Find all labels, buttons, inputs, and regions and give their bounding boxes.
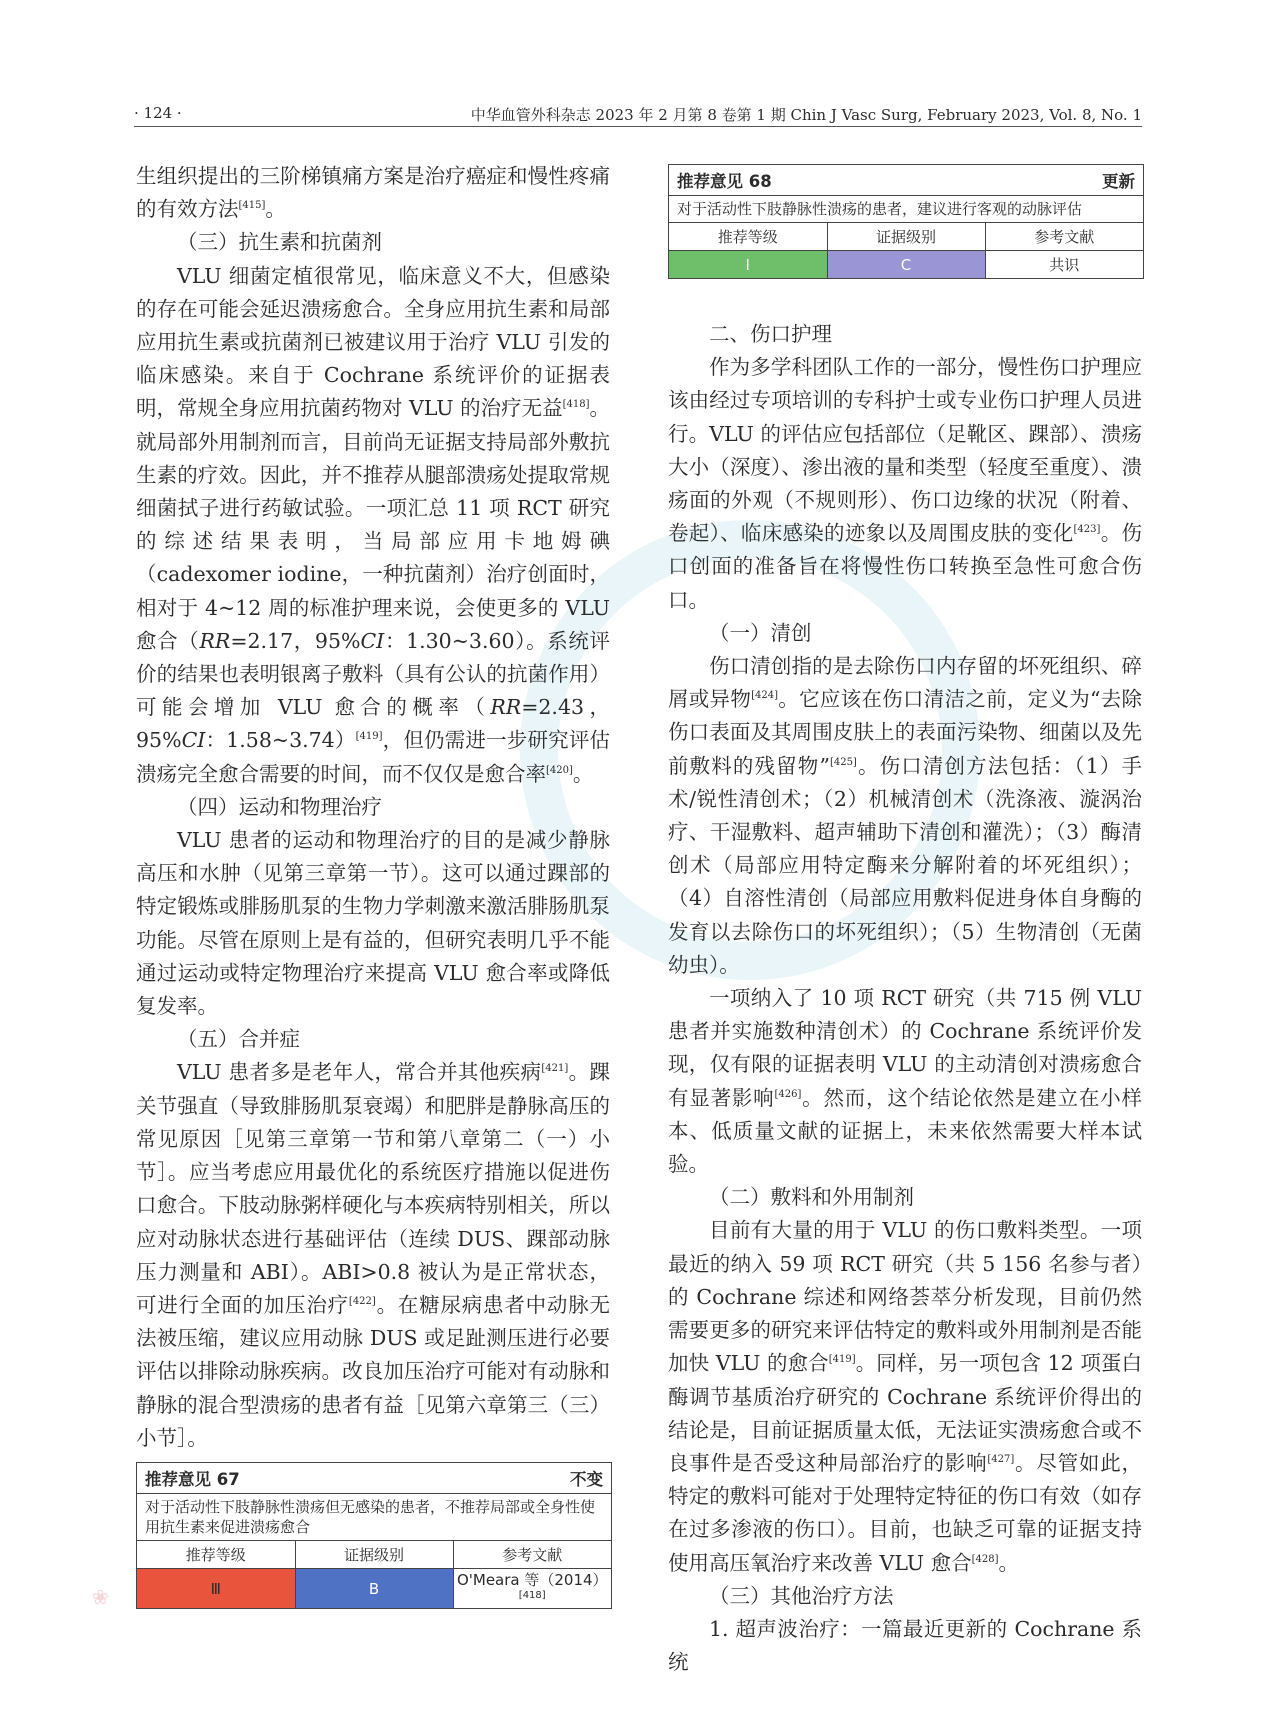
header-reference: 参考文献 xyxy=(985,223,1143,251)
header-level: 证据级别 xyxy=(295,1541,453,1569)
reference-cell: 共识 xyxy=(985,251,1143,279)
rec-table xyxy=(137,1541,611,1608)
header-grade: 推荐等级 xyxy=(137,1541,295,1569)
grade-cell: Ⅲ xyxy=(137,1569,295,1609)
recommendation-68-box xyxy=(668,164,1144,279)
page-header xyxy=(134,104,1142,127)
level-cell: C xyxy=(827,251,985,279)
rec-status: 不变 xyxy=(570,1470,603,1489)
section-heading: （二）敷料和外用制剂 xyxy=(709,1185,914,1210)
page-number: · 124 · xyxy=(134,104,182,122)
rec-description: 对于活动性下肢静脉性溃疡的患者，建议进行客观的动脉评估 xyxy=(669,196,1143,223)
recommendation-67-box xyxy=(136,1462,612,1609)
paragraph: VLU 患者多是老年人，常合并其他疾病[421]。踝关节强直（导致腓肠肌泵衰竭）和肥胖是静脉高压的常见原因［见第三章第一节和第八章第二（一）小节］。应当考虑应用最优化的系统医疗措施以促进伤口愈合。下肢动脉粥样硬化与本疾病特别相关，所以应对动脉状态进行基础评估（连续 DUS、踝部动脉压力测量和 ABI）。ABI>0.8 被认为是正常状态，可进行全面的加压治疗[422]。在糖尿病患者中动脉无法被压缩，建议应用动脉 DUS 或足趾测压进行必要评估以排除动脉疾病。改良加压治疗可能对有动脉和静脉的混合型溃疡的患者有益［见第六章第三（三）小节］。 xyxy=(136,1060,611,1450)
header-reference: 参考文献 xyxy=(453,1541,611,1569)
section-heading: （三）其他治疗方法 xyxy=(709,1583,894,1608)
left-column xyxy=(136,160,610,1455)
paragraph: VLU 细菌定植很常见，临床意义不大，但感染的存在可能会延迟溃疡愈合。全身应用抗生素和局部应用抗生素或抗菌剂已被建议用于治疗 VLU 引发的临床感染。来自于 Cochrane 系统评价的证据表明，常规全身应用抗菌药物对 VLU 的治疗无益[418]。就局部外用制剂而言，目前尚无证据支持局部外敷抗生素的疗效。因此，并不推荐从腿部溃疡处提取常规细菌拭子进行药敏试验。一项汇总 11 项 RCT 研究的综述结果表明，当局部应用卡地姆碘（cadexomer iodine，一种抗菌剂）治疗创面时，相对于 4~12 周的标准护理来说，会使更多的 VLU 愈合（RR=2.17，95%CI：1.30~3.60）。系统评价的结果也表明银离子敷料（具有公认的抗菌作用）可能会增加 VLU 愈合的概率（RR=2.43，95%CI：1.58~3.74）[419]，但仍需进一步研究评估溃疡完全愈合需要的时间，而不仅仅是愈合率[420]。 xyxy=(136,263,611,786)
paragraph: 1. 超声波治疗：一篇最近更新的 Cochrane 系统 xyxy=(668,1616,1142,1675)
rec-status: 更新 xyxy=(1102,172,1135,191)
paragraph: 作为多学科团队工作的一部分，慢性伤口护理应该由经过专项培训的专科护士或专业伤口护理人员进行。VLU 的评估应包括部位（足靴区、踝部）、溃疡大小（深度）、渗出液的量和类型（轻度至重度）、溃疡面的外观（不规则形）、伤口边缘的状况（附着、卷起）、临床感染的迹象以及周围皮肤的变化[423]。伤口创面的准备旨在将慢性伤口转换至急性可愈合伤口。 xyxy=(668,355,1142,612)
reference-cell: O'Meara 等（2014）[418] xyxy=(453,1569,611,1609)
rec-title: 推荐意见 67 xyxy=(145,1470,240,1489)
section-heading: 二、伤口护理 xyxy=(709,322,832,346)
paragraph: 生组织提出的三阶梯镇痛方案是治疗癌症和慢性疼痛的有效方法[415]。 xyxy=(136,164,610,222)
publisher-logo-watermark: ❀ xyxy=(92,1585,109,1609)
header-grade: 推荐等级 xyxy=(669,223,827,251)
grade-cell: Ⅰ xyxy=(669,251,827,279)
section-heading: （五）合并症 xyxy=(177,1027,300,1052)
paragraph: VLU 患者的运动和物理治疗的目的是减少静脉高压和水肿（见第三章第一节）。这可以通过踝部的特定锻炼或腓肠肌泵的生物力学刺激来激活腓肠肌泵功能。尽管在原则上是有益的，但研究表明几乎不能通过运动或特定物理治疗来提高 VLU 愈合率或降低复发率。 xyxy=(136,828,610,1019)
level-cell: B xyxy=(295,1569,453,1609)
section-heading: （四）运动和物理治疗 xyxy=(177,794,382,819)
journal-title: 中华血管外科杂志 2023 年 2 月第 8 卷第 1 期 Chin J Vasc Surg, February 2023, Vol. 8, No. 1 xyxy=(470,106,1142,124)
rec-description: 对于活动性下肢静脉性溃疡但无感染的患者，不推荐局部或全身性使用抗生素来促进溃疡愈合 xyxy=(137,1494,611,1541)
right-column xyxy=(668,318,1142,1679)
paragraph: 目前有大量的用于 VLU 的伤口敷料类型。一项最近的纳入 59 项 RCT 研究（共 5 156 名参与者）的 Cochrane 综述和网络荟萃分析发现，目前仍然需要更多的研究来评估特定的敷料或外用制剂是否能加快 VLU 的愈合[419]。同样，另一项包含 12 项蛋白酶调节基质治疗研究的 Cochrane 系统评价得出的结论是，目前证据质量太低，无法证实溃疡愈合或不良事件是否受这种局部治疗的影响[427]。尽管如此，特定的敷料可能对于处理特定特征的伤口有效（如存在过多渗液的伤口）。目前，也缺乏可靠的证据支持使用高压氧治疗来改善 VLU 愈合[428]。 xyxy=(668,1218,1143,1575)
rec-title: 推荐意见 68 xyxy=(677,172,772,191)
section-heading: （三）抗生素和抗菌剂 xyxy=(177,230,382,255)
header-level: 证据级别 xyxy=(827,223,985,251)
section-heading: （一）清创 xyxy=(709,620,812,645)
paragraph: 一项纳入了 10 项 RCT 研究（共 715 例 VLU 患者并实施数种清创术）的 Cochrane 系统评价发现，仅有限的证据表明 VLU 的主动清创对溃疡愈合有显著影响[426]。然而，这个结论依然是建立在小样本、低质量文献的证据上，未来依然需要大样本试验。 xyxy=(668,986,1143,1177)
rec-table xyxy=(669,223,1143,278)
paragraph: 伤口清创指的是去除伤口内存留的坏死组织、碎屑或异物[424]。它应该在伤口清洁之前，定义为“去除伤口表面及其周围皮肤上的表面污染物、细菌以及先前敷料的残留物”[425]。伤口清创方法包括：（1）手术/锐性清创术；（2）机械清创术（洗涤液、漩涡治疗、干湿敷料、超声辅助下清创和灌洗）；（3）酶清创术（局部应用特定酶来分解附着的坏死组织）；（4）自溶性清创（局部应用敷料促进身体自身酶的发育以去除伤口的坏死组织）；（5）生物清创（无菌幼虫）。 xyxy=(668,654,1143,977)
